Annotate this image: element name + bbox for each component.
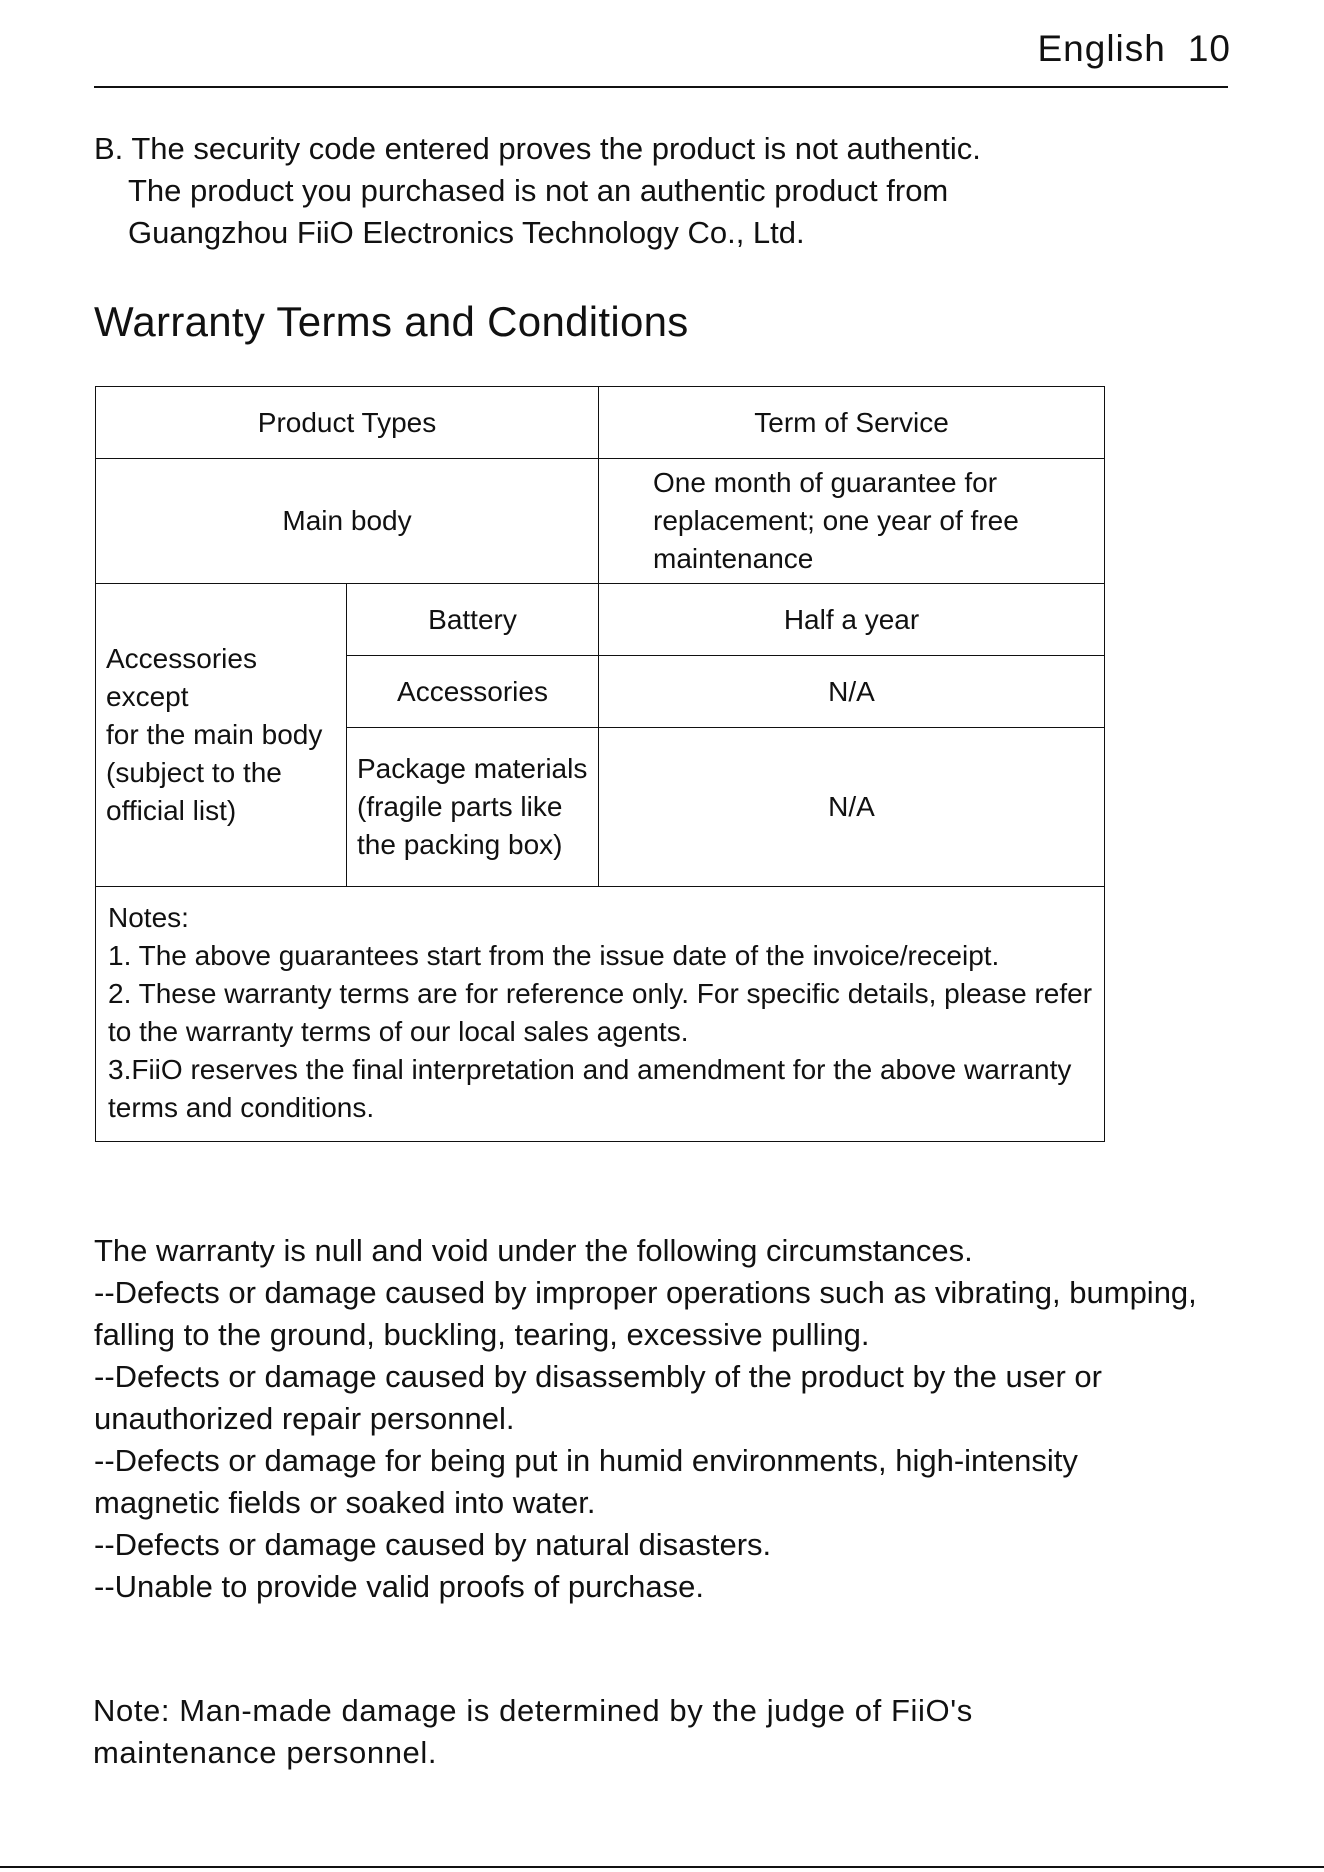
term-battery: Half a year — [599, 584, 1105, 656]
void-line: --Defects or damage for being put in humid environments, high-intensity — [94, 1443, 1078, 1478]
term-accessories: N/A — [599, 656, 1105, 728]
notes-line: terms and conditions. — [108, 1092, 375, 1123]
group-label-line: (subject to the — [106, 757, 282, 788]
void-line: falling to the ground, buckling, tearing, excessive pulling. — [94, 1317, 870, 1352]
table-row — [96, 584, 1105, 656]
intro-line: The product you purchased is not an authentic product from — [128, 173, 949, 208]
item-battery: Battery — [347, 584, 599, 656]
warranty-table — [95, 386, 1105, 1142]
accessories-group-label — [96, 584, 347, 887]
main-body-term — [599, 459, 1105, 584]
item-line: the packing box) — [357, 829, 563, 860]
note-line: maintenance personnel. — [93, 1735, 438, 1770]
bottom-divider — [0, 1866, 1324, 1868]
group-label-line: for the main body — [106, 719, 323, 750]
term-line: replacement; one year of free — [653, 505, 1019, 536]
notes-cell — [96, 887, 1105, 1142]
page-number: 10 — [1187, 28, 1231, 69]
notes-line: 1. The above guarantees start from the issue date of the invoice/receipt. — [108, 940, 1000, 971]
header-divider — [94, 86, 1228, 88]
group-label-line: Accessories except — [106, 643, 257, 712]
term-package-materials: N/A — [599, 728, 1105, 887]
page-header — [1037, 28, 1231, 70]
item-package-materials — [347, 728, 599, 887]
notes-heading: Notes: — [108, 902, 189, 933]
void-line: unauthorized repair personnel. — [94, 1401, 515, 1436]
note-line: Note: Man-made damage is determined by the judge of FiiO's — [93, 1693, 973, 1728]
void-line: --Defects or damage caused by natural disasters. — [94, 1527, 772, 1562]
intro-line: Guangzhou FiiO Electronics Technology Co., Ltd. — [128, 215, 805, 250]
header-product-types: Product Types — [96, 387, 599, 459]
intro-paragraph — [94, 128, 981, 254]
intro-line: B. The security code entered proves the product is not authentic. — [94, 131, 981, 166]
void-line: --Unable to provide valid proofs of purchase. — [94, 1569, 704, 1604]
void-line: magnetic fields or soaked into water. — [94, 1485, 596, 1520]
damage-note — [93, 1690, 973, 1774]
term-line: One month of guarantee for — [653, 467, 998, 498]
item-line: (fragile parts like — [357, 791, 563, 822]
header-language: English — [1037, 28, 1166, 69]
term-line: maintenance — [653, 543, 814, 574]
notes-line: 2. These warranty terms are for reference only. For specific details, please refer — [108, 978, 1093, 1009]
void-line: The warranty is null and void under the following circumstances. — [94, 1233, 973, 1268]
section-title: Warranty Terms and Conditions — [94, 298, 689, 345]
void-line: --Defects or damage caused by disassembly of the product by the user or — [94, 1359, 1102, 1394]
main-body-label: Main body — [96, 459, 599, 584]
group-label-line: official list) — [106, 795, 237, 826]
void-line: --Defects or damage caused by improper operations such as vibrating, bumping, — [94, 1275, 1197, 1310]
notes-line: 3.FiiO reserves the final interpretation and amendment for the above warranty — [108, 1054, 1072, 1085]
notes-row — [96, 887, 1105, 1142]
notes-line: to the warranty terms of our local sales agents. — [108, 1016, 689, 1047]
item-line: Package materials — [357, 753, 588, 784]
item-accessories: Accessories — [347, 656, 599, 728]
void-conditions — [94, 1230, 1197, 1608]
table-row — [96, 459, 1105, 584]
table-header-row — [96, 387, 1105, 459]
header-term-of-service: Term of Service — [599, 387, 1105, 459]
